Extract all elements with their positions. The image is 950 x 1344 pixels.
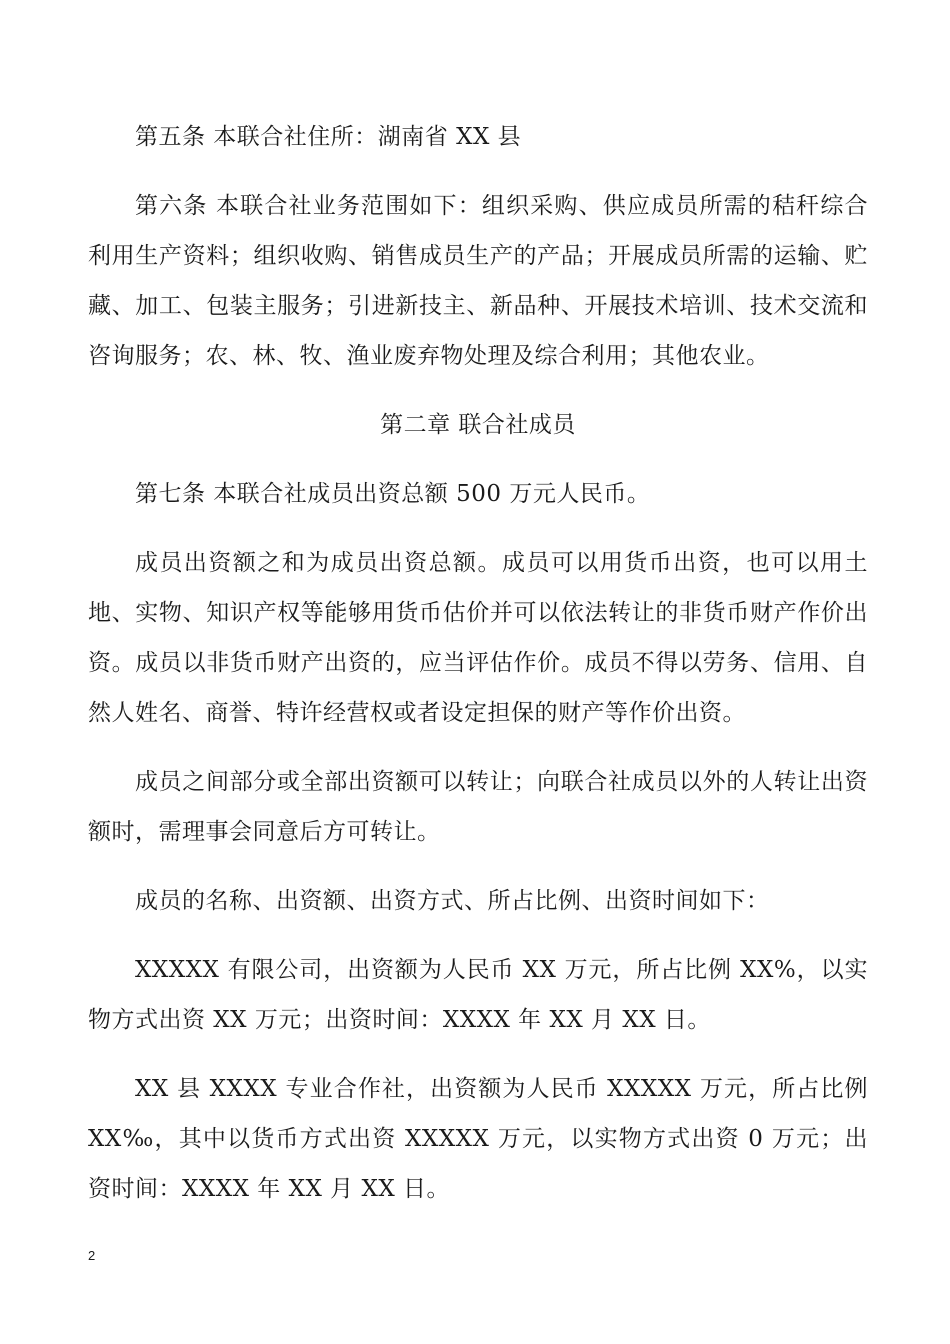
- article-6-business-scope: 第六条 本联合社业务范围如下：组织采购、供应成员所需的秸秆综合利用生产资料；组织收购、销售成员生产的产品；开展成员所需的运输、贮藏、加工、包装主服务；引进新技主、新品种、开展技术培训、技术交流和咨询服务；农、林、牧、渔业废弃物处理及综合利用；其他农业。: [88, 193, 868, 369]
- capital-transfer-rules: 成员之间部分或全部出资额可以转让；向联合社成员以外的人转让出资额时，需理事会同意后方可转让。: [88, 769, 868, 845]
- member-entry-cooperative: XX 县 XXXX 专业合作社，出资额为人民币 XXXXX 万元，所占比例 XX‰，其中以货币方式出资 XXXXX 万元，以实物方式出资 0 万元；出资时间：XXXX 年 XX 月 XX 日。: [88, 1076, 868, 1202]
- member-list-intro: 成员的名称、出资额、出资方式、所占比例、出资时间如下：: [135, 888, 770, 914]
- chapter-2-heading: 第二章 联合社成员: [380, 412, 576, 438]
- page-number: 2: [88, 1248, 96, 1263]
- article-5-address: 第五条 本联合社住所：湖南省 XX 县: [135, 124, 522, 150]
- document-body: [88, 112, 868, 1233]
- capital-contribution-rules: 成员出资额之和为成员出资总额。成员可以用货币出资，也可以用土地、实物、知识产权等能够用货币估价并可以依法转让的非货币财产作价出资。成员以非货币财产出资的，应当评估作价。成员不得以劳务、信用、自然人姓名、商誉、特许经营权或者设定担保的财产等作价出资。: [88, 550, 868, 726]
- member-entry-company: XXXXX 有限公司，出资额为人民币 XX 万元，所占比例 XX%，以实物方式出资 XX 万元；出资时间：XXXX 年 XX 月 XX 日。: [88, 957, 868, 1033]
- article-7-total-capital: 第七条 本联合社成员出资总额 500 万元人民币。: [135, 481, 651, 507]
